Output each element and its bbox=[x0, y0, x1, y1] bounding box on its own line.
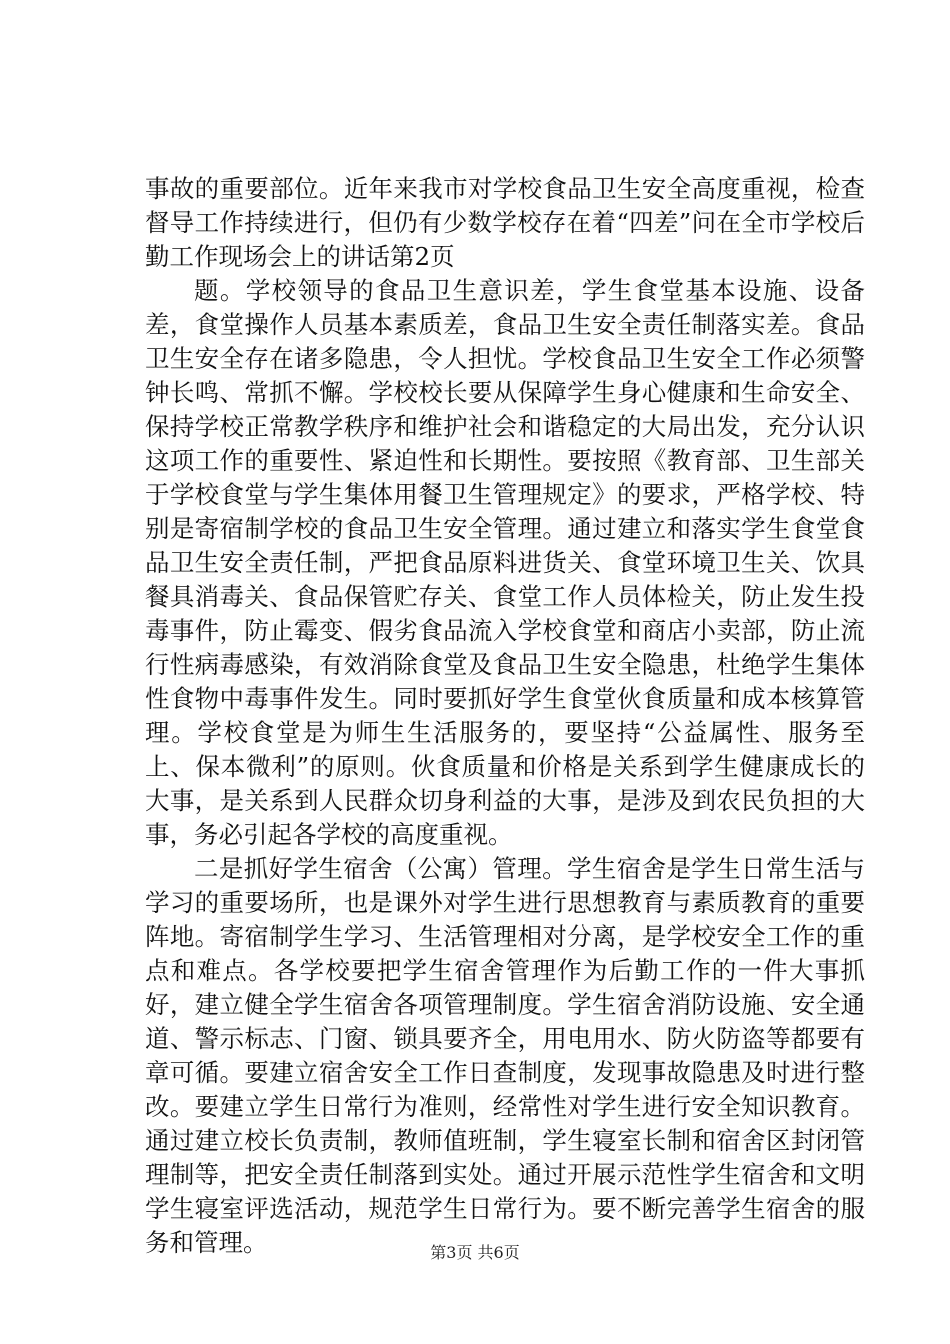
document-body bbox=[145, 172, 865, 1260]
paragraph-food-safety-intro: 事故的重要部位。近年来我市对学校食品卫生安全高度重视，检查督导工作持续进行，但仍有少数学校存在着“四差”问在全市学校后勤工作现场会上的讲话第2页 bbox=[145, 174, 865, 271]
paragraph-dormitory-management: 二是抓好学生宿舍（公寓）管理。学生宿舍是学生日常生活与学习的重要场所，也是课外对学生进行思想教育与素质教育的重要阵地。寄宿制学生学习、生活管理相对分离，是学校安全工作的重点和难点。各学校要把学生宿舍管理作为后勤工作的一件大事抓好，建立健全学生宿舍各项管理制度。学生宿舍消防设施、安全通道、警示标志、门窗、锁具要齐全，用电用水、防火防盗等都要有章可循。要建立宿舍安全工作日查制度，发现事故隐患及时进行整改。要建立学生日常行为准则，经常性对学生进行安全知识教育。通过建立校长负责制，教师值班制，学生寝室长制和宿舍区封闭管理制等，把安全责任制落到实处。通过开展示范性学生宿舍和文明学生寝室评选活动，规范学生日常行为。要不断完善学生宿舍的服务和管理。 bbox=[145, 854, 865, 1257]
paragraph-food-safety-measures: 题。学校领导的食品卫生意识差，学生食堂基本设施、设备差，食堂操作人员基本素质差，食品卫生安全责任制落实差。食品卫生安全存在诸多隐患，令人担忧。学校食品卫生安全工作必须警钟长鸣、常抓不懈。学校校长要从保障学生身心健康和生命安全、保持学校正常教学秩序和维护社会和谐稳定的大局出发，充分认识这项工作的重要性、紧迫性和长期性。要按照《教育部、卫生部关于学校食堂与学生集体用餐卫生管理规定》的要求，严格学校、特别是寄宿制学校的食品卫生安全管理。通过建立和落实学生食堂食品卫生安全责任制，严把食品原料进货关、食堂环境卫生关、饮具餐具消毒关、食品保管贮存关、食堂工作人员体检关，防止发生投毒事件，防止霉变、假劣食品流入学校食堂和商店小卖部，防止流行性病毒感染，有效消除食堂及食品卫生安全隐患，杜绝学生集体性食物中毒事件发生。同时要抓好学生食堂伙食质量和成本核算管理。学校食堂是为师生生活服务的，要坚持“公益属性、服务至上、保本微利”的原则。伙食质量和价格是关系到学生健康成长的大事，是关系到人民群众切身利益的大事，是涉及到农民负担的大事，务必引起各学校的高度重视。 bbox=[145, 276, 865, 849]
page-number-label: 第3页 共6页 bbox=[430, 1243, 520, 1262]
page-footer bbox=[0, 1243, 950, 1263]
